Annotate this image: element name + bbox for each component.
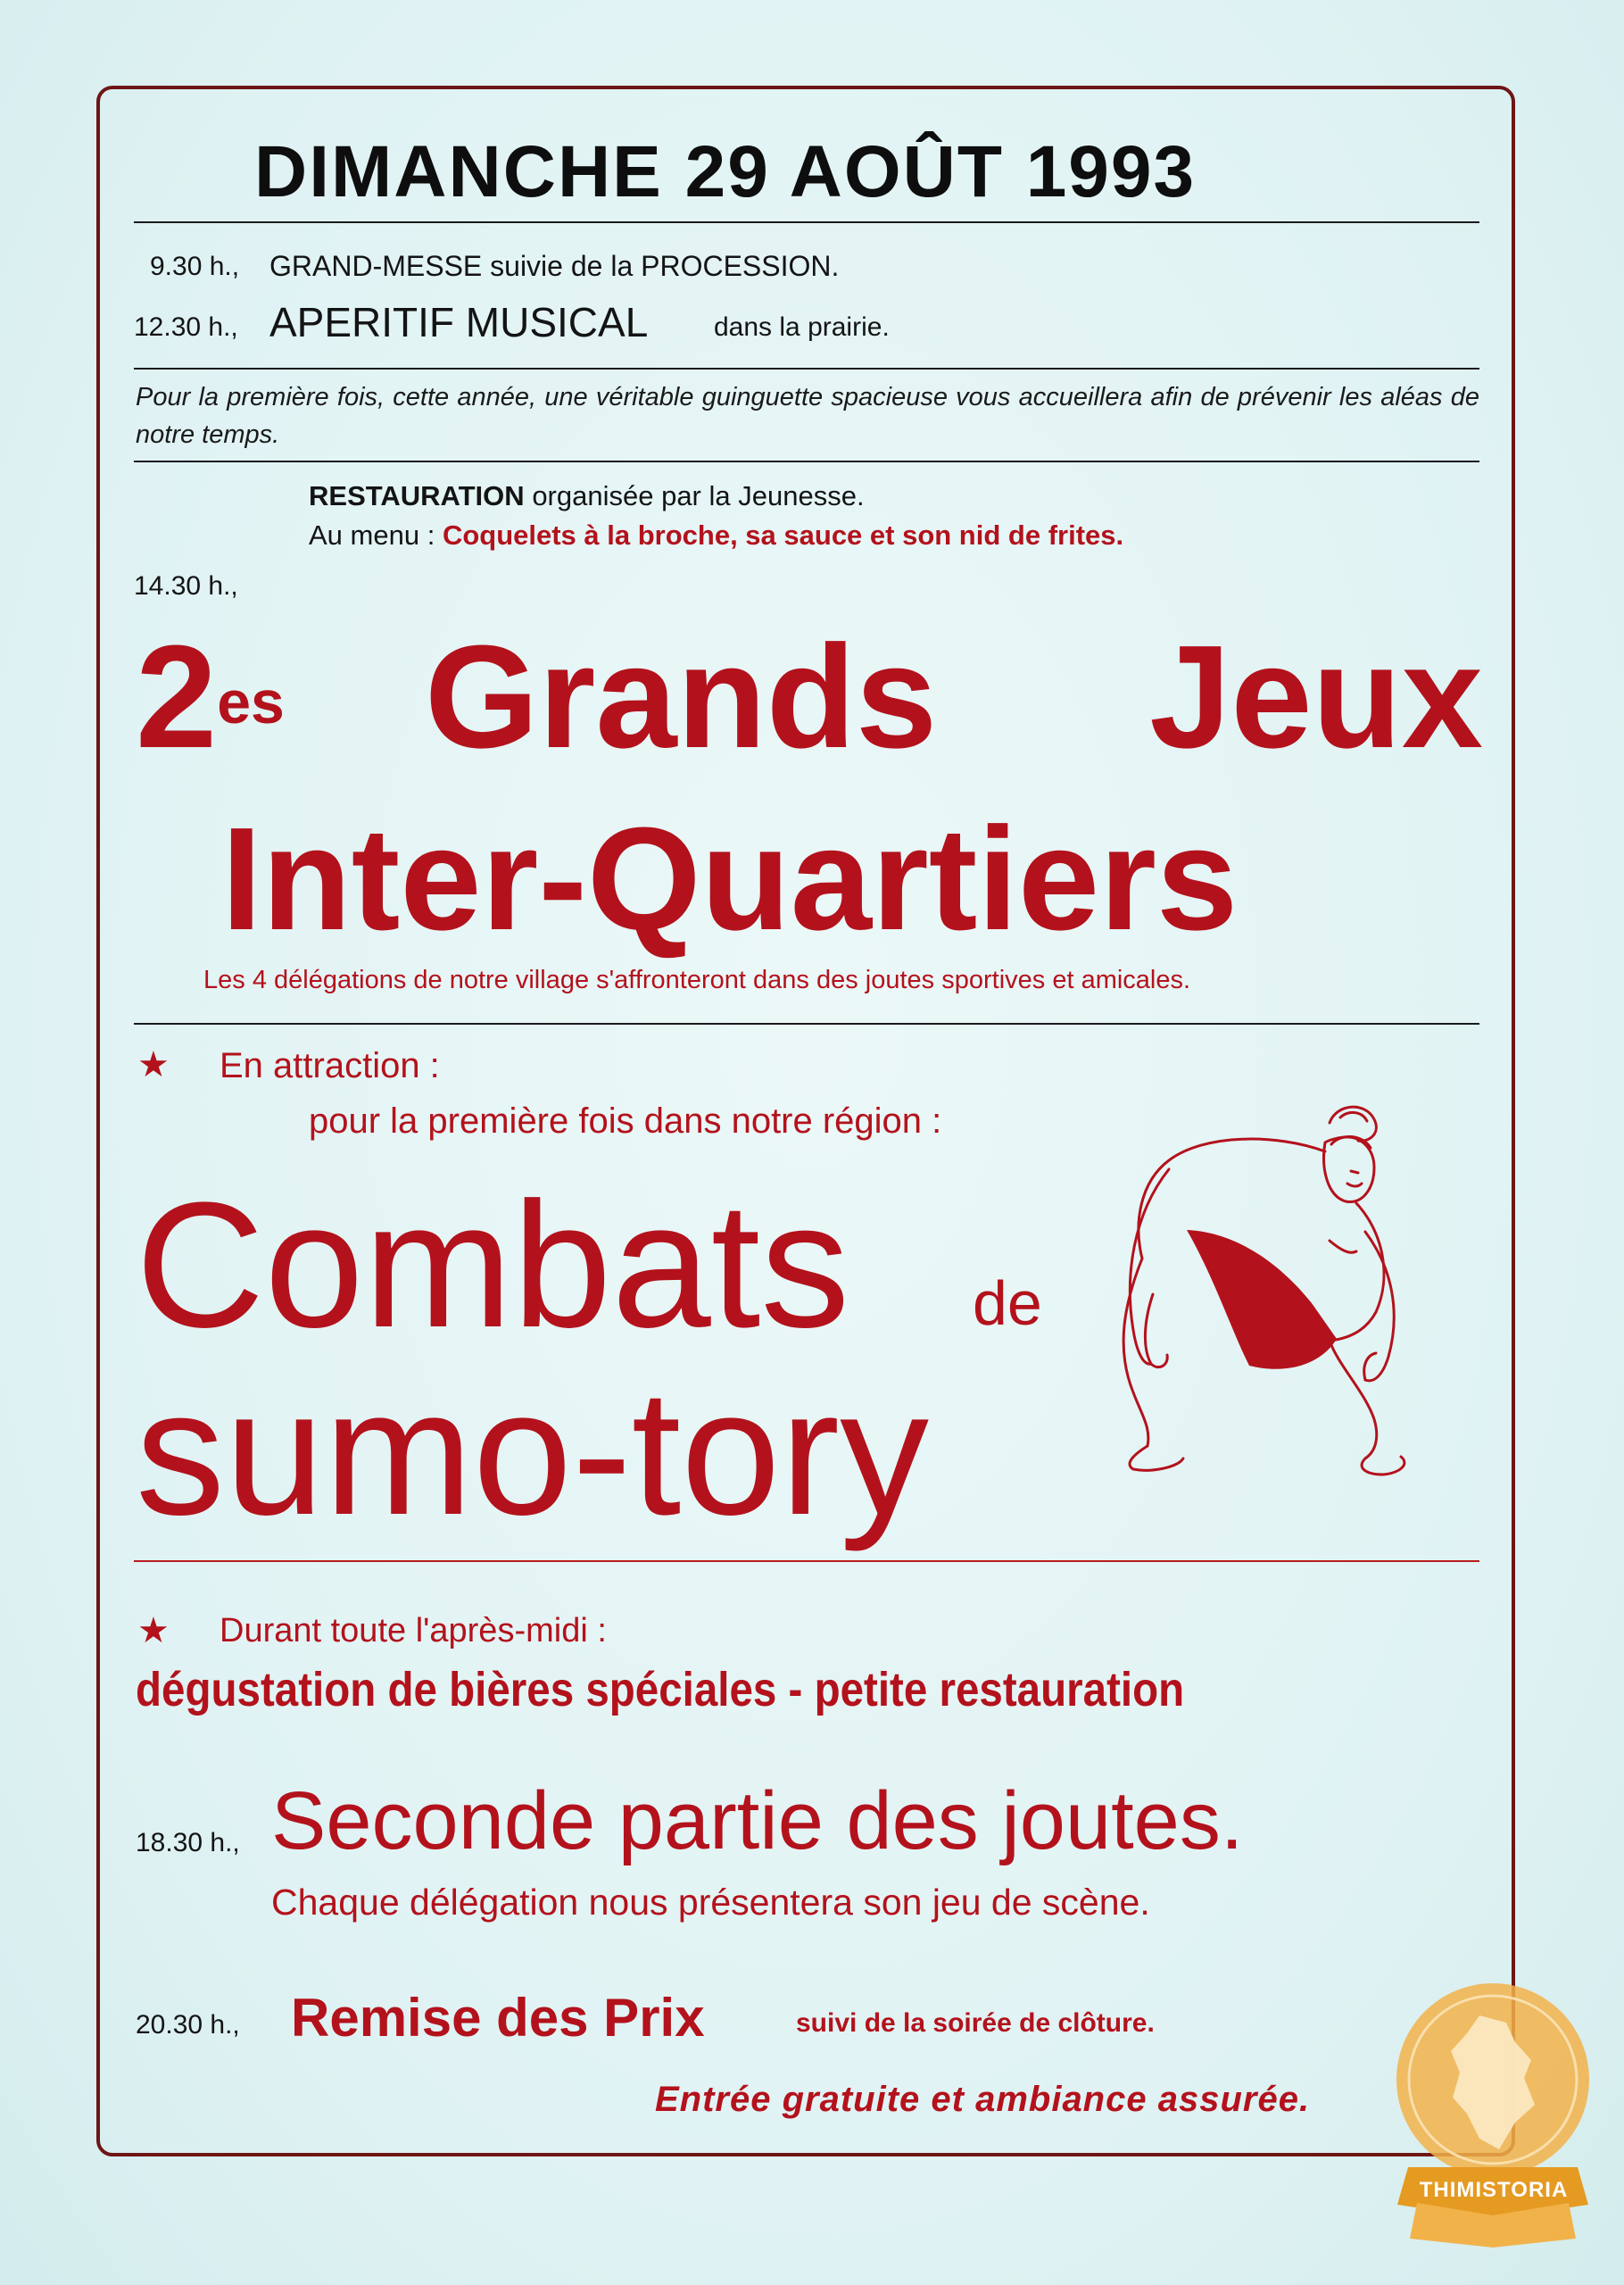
prix-sub: suivi de la soirée de clôture.	[796, 2008, 1155, 2038]
schedule-time: 12.30 h.,	[134, 312, 238, 342]
guinguette-note: Pour la première fois, cette année, une véritable guinguette spacieuse vous accueillera afin de prévenir les aléas de notre temps.	[136, 383, 1479, 449]
seconde-sub: Chaque délégation nous présentera son jeu de scène.	[271, 1882, 1150, 1923]
restauration-line	[309, 480, 865, 512]
jeux-number	[136, 615, 285, 778]
aperitif-place: dans la prairie.	[714, 312, 890, 342]
sumo-wrestler-illustration	[1098, 1098, 1419, 1482]
biere-text: dégustation de bières spéciales - petite restauration	[136, 1663, 1185, 1716]
divider	[134, 368, 1479, 370]
menu-line	[309, 519, 1123, 552]
divider	[134, 221, 1479, 223]
sumo-text: sumo-tory	[136, 1353, 930, 1552]
prix-title: Remise des Prix	[291, 1988, 705, 2048]
restauration-label: RESTAURATION	[309, 480, 525, 511]
aperitif-title: APERITIF MUSICAL	[269, 299, 649, 345]
jeux-title-line1: Grands Jeux	[425, 615, 1483, 778]
jeux-superscript: es	[217, 669, 285, 736]
apres-midi-label: Durant toute l'après-midi :	[220, 1612, 607, 1649]
jeux-title-line2: Inter-Quartiers	[221, 797, 1239, 960]
divider	[134, 1023, 1479, 1025]
divider	[134, 461, 1479, 462]
star-icon: ★	[137, 1045, 170, 1084]
jeux-time: 14.30 h.,	[134, 571, 238, 601]
attraction-sub: pour la première fois dans notre région :	[309, 1101, 942, 1141]
poster-title: DIMANCHE 29 AOÛT 1993	[254, 131, 1197, 212]
jeux-number-digit: 2	[136, 615, 218, 778]
jeux-subtitle: Les 4 délégations de notre village s'affronteront dans des joutes sportives et amicales.	[203, 966, 1191, 994]
star-icon: ★	[137, 1611, 170, 1650]
thimistoria-logo	[1381, 1980, 1604, 2248]
attraction-label: En attraction :	[220, 1046, 440, 1085]
seconde-time: 18.30 h.,	[136, 1828, 240, 1857]
menu-label: Au menu :	[309, 519, 435, 551]
combats-text: Combats	[136, 1166, 850, 1365]
seconde-title: Seconde partie des joutes.	[271, 1775, 1244, 1866]
logo-label: THIMISTORIA	[1419, 2178, 1569, 2202]
divider	[134, 1560, 1479, 1562]
menu-text: Coquelets à la broche, sa sauce et son nid de frites.	[442, 519, 1124, 551]
schedule-text: GRAND-MESSE suivie de la PROCESSION.	[269, 250, 840, 282]
restauration-text: organisée par la Jeunesse.	[532, 480, 865, 511]
combats-de: de	[973, 1268, 1042, 1338]
prix-time: 20.30 h.,	[136, 2010, 240, 2040]
footer-text: Entrée gratuite et ambiance assurée.	[655, 2080, 1311, 2119]
schedule-time: 9.30 h.,	[150, 252, 240, 281]
